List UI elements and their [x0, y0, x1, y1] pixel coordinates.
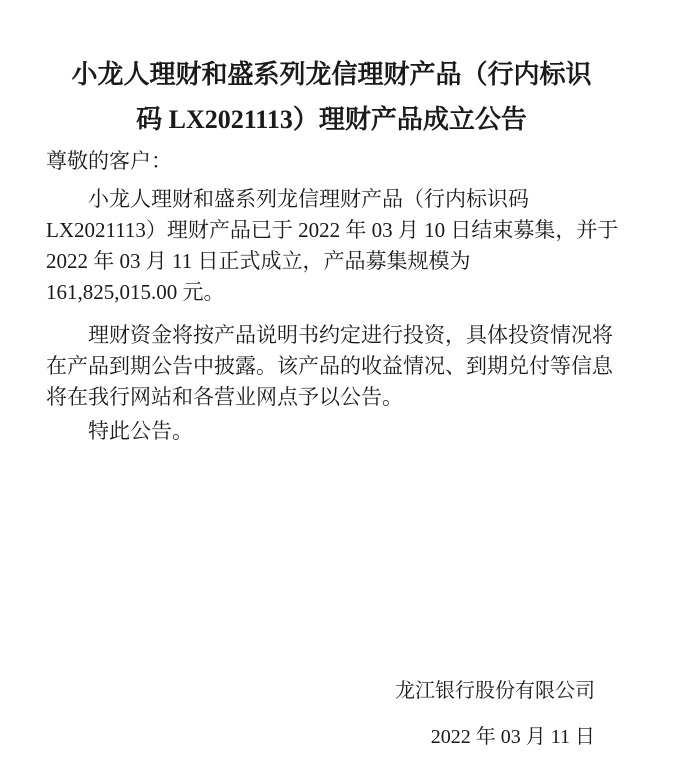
paragraph-line: 2022 年 03 月 11 日正式成立，产品募集规模为 — [46, 249, 471, 273]
document-title: 小龙人理财和盛系列龙信理财产品（行内标识码 LX2021113）理财产品成立公告 — [71, 60, 592, 134]
paragraph-line: 将在我行网站和各营业网点予以公告。 — [46, 385, 403, 409]
signature-block — [46, 668, 617, 760]
paragraph-establishment — [46, 184, 617, 308]
paragraph-closing — [46, 416, 617, 447]
issue-date: 2022 年 03 月 11 日 — [430, 726, 595, 748]
paragraph-line: 理财资金将按产品说明书约定进行投资，具体投资情况将 — [88, 323, 613, 347]
paragraph-line: 小龙人理财和盛系列龙信理财产品（行内标识码 — [88, 187, 529, 211]
issuer-name: 龙江银行股份有限公司 — [395, 680, 595, 702]
paragraph-line: 161,825,015.00 元。 — [46, 280, 225, 304]
paragraph-investment-disclosure — [46, 320, 617, 413]
paragraph-line: 在产品到期公告中披露。该产品的收益情况、到期兑付等信息 — [46, 354, 613, 378]
paragraph-line: 特此公告。 — [88, 419, 193, 443]
paragraph-line: LX2021113）理财产品已于 2022 年 03 月 10 日结束募集，并于 — [46, 218, 619, 242]
salutation: 尊敬的客户： — [46, 149, 172, 173]
